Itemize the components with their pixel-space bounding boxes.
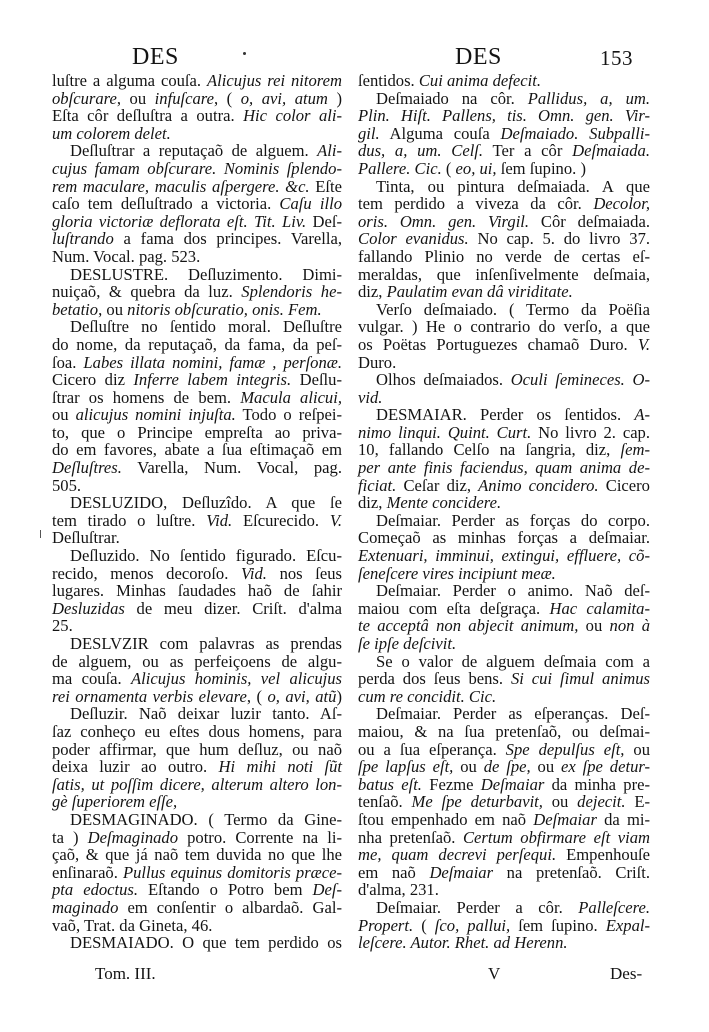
roman-text: Eſta côr deſluſtra a outra.	[52, 106, 244, 126]
text-line	[358, 688, 650, 706]
latin-italic-text: Caſu illo	[279, 194, 342, 214]
roman-text: Verſo deſmaiado. ( Termo da Poëſia	[376, 299, 650, 319]
roman-text: nha pretenſaõ.	[358, 827, 463, 847]
latin-italic-text: Pullus equinus domitoris præce-	[122, 862, 342, 882]
roman-text: nos ſeus	[266, 563, 342, 583]
roman-text: tenſaõ.	[358, 792, 412, 812]
roman-text: ou	[624, 739, 650, 759]
text-line	[358, 125, 650, 143]
text-line	[52, 741, 342, 759]
roman-text: luſtre a alguma couſa.	[52, 71, 207, 90]
roman-text: Começaõ as minhas forças a deſmaiar.	[358, 528, 650, 548]
text-line	[358, 881, 650, 899]
roman-text: , (	[213, 88, 241, 108]
latin-italic-text: Deſluſtres.	[52, 458, 122, 478]
roman-text: enſinaraõ.	[52, 862, 123, 882]
roman-text: poder affirmar, que hum deſluz, ou naõ	[52, 739, 342, 759]
text-line	[358, 477, 650, 495]
latin-italic-text: obſcurare	[52, 88, 117, 108]
text-line	[358, 793, 650, 811]
roman-text: Eſte	[309, 176, 342, 196]
roman-text: Varella, Num. Vocal, pag.	[121, 458, 342, 478]
latin-italic-text: eo, ui,	[455, 158, 497, 178]
text-line	[52, 899, 342, 917]
roman-text: ſem ſupino.	[510, 915, 606, 935]
roman-text: Eſcurecido.	[232, 510, 330, 530]
roman-text: DESMAIAR. Perder os ſentidos.	[376, 405, 635, 425]
roman-text: ſoa.	[52, 352, 84, 372]
text-line	[358, 582, 650, 600]
text-line	[52, 635, 342, 653]
latin-italic-text: o, avi, atũ	[267, 686, 337, 706]
latin-italic-text: Hi mihi noti ſũt	[218, 757, 342, 777]
text-line	[52, 864, 342, 882]
latin-italic-text: rem maculare, maculis aſpergere. &c.	[52, 176, 310, 196]
text-line	[358, 230, 650, 248]
latin-italic-text: maginado	[52, 897, 119, 917]
text-line	[52, 776, 342, 794]
roman-text: to, que o Principe empreſta ao priva-	[52, 422, 342, 442]
text-line	[52, 406, 342, 424]
roman-text: , ou	[98, 299, 128, 319]
text-line	[52, 266, 342, 284]
latin-italic-text: batus eſt.	[358, 774, 422, 794]
text-line	[52, 441, 342, 459]
latin-italic-text: cum re concidit. Cic.	[358, 686, 497, 706]
latin-italic-text: Pallidus, a, um.	[527, 88, 650, 108]
roman-text: ſtrar os homens de bem.	[52, 387, 241, 407]
text-line	[52, 547, 342, 565]
roman-text: a fama dos principes. Varella,	[113, 229, 342, 249]
ink-dot	[243, 52, 246, 55]
text-line	[358, 354, 650, 372]
text-line	[52, 688, 342, 706]
latin-italic-text: ſpe lapſus eſt,	[358, 757, 454, 777]
text-line	[358, 494, 650, 512]
latin-italic-text: per ante finis faciendus, quam anima de-	[358, 458, 650, 478]
roman-text: deixa luzir ao outro.	[52, 757, 219, 777]
roman-text: Alguma couſa	[379, 123, 501, 143]
latin-italic-text: Expal-	[605, 915, 650, 935]
text-line	[52, 917, 342, 935]
latin-italic-text: Color evanidus.	[358, 229, 469, 249]
text-line	[358, 72, 650, 90]
text-line	[52, 881, 342, 899]
latin-italic-text: Macula alicui,	[240, 387, 342, 407]
roman-text: Empenhouſe	[556, 845, 650, 865]
text-line	[52, 758, 342, 776]
text-line	[52, 846, 342, 864]
text-line	[52, 213, 342, 231]
roman-text: ta )	[52, 827, 88, 847]
roman-text: em conſentir o albardaõ. Gal-	[118, 897, 342, 917]
roman-text: do nome, da reputaçaõ, da fama, da peſ-	[52, 334, 342, 354]
roman-text: Ceſar diz,	[396, 475, 479, 495]
text-line	[52, 793, 342, 811]
text-line	[52, 283, 342, 301]
latin-italic-text: Me ſpe deturbavit,	[411, 792, 543, 812]
roman-text: Deſluſtre no ſentido moral. Deſluſtre	[70, 317, 342, 337]
text-line	[52, 600, 342, 618]
signature-mark: V	[488, 964, 501, 983]
roman-text: DESLUSTRE. Deſluzimento. Dimi-	[70, 264, 342, 284]
roman-text: vulgar. ) He o contrario do verſo, a que	[358, 317, 650, 337]
latin-italic-text: Decolor,	[593, 194, 650, 214]
roman-text: DESMAIADO. O que tem perdido os	[70, 933, 342, 953]
text-line	[358, 336, 650, 354]
roman-text: os Poëtas Portuguezes chamaõ Duro.	[358, 334, 638, 354]
left-column	[52, 72, 342, 952]
roman-text: ou	[578, 616, 610, 636]
latin-italic-text: luſtrando	[52, 229, 114, 249]
text-line	[358, 723, 650, 741]
text-line	[358, 653, 650, 671]
roman-text: de meu dizer. Criſt. d'alma	[124, 598, 342, 618]
latin-italic-text: Deſmaiar	[429, 862, 494, 882]
roman-text: Cicero	[598, 475, 650, 495]
latin-italic-text: Hac calamita-	[549, 598, 650, 618]
latin-italic-text: te acceptâ non abjecit animum,	[358, 616, 579, 636]
roman-text: ſtou empenhado em naõ	[358, 809, 534, 829]
latin-italic-text: gè ſuperiorem eſſe,	[52, 792, 178, 812]
text-line	[52, 705, 342, 723]
text-line	[52, 195, 342, 213]
roman-text: Deſmaiar. Perder o animo. Naõ deſ-	[376, 581, 650, 601]
text-line	[358, 917, 650, 935]
latin-italic-text: Propert.	[358, 915, 414, 935]
latin-italic-text: Cui anima defecit.	[418, 71, 541, 90]
roman-text: caſo tem deſluſtrado a victoria.	[52, 194, 280, 214]
latin-italic-text: Hic color ali-	[243, 106, 342, 126]
text-line	[358, 213, 650, 231]
roman-text: Deſ-	[306, 211, 342, 231]
latin-italic-text: dus, a, um. Celſ.	[358, 141, 484, 161]
roman-text: çaõ, & que já naõ tem duvida no que lhe	[52, 845, 342, 865]
text-line	[358, 547, 650, 565]
text-line	[52, 371, 342, 389]
roman-text: diz,	[358, 282, 387, 302]
latin-italic-text: nimo linqui. Quint. Curt.	[358, 422, 532, 442]
text-line	[358, 441, 650, 459]
roman-text: Todo o reſpei-	[235, 405, 342, 425]
right-column	[358, 72, 650, 952]
text-line	[358, 178, 650, 196]
text-line	[358, 318, 650, 336]
text-line	[358, 406, 650, 424]
text-line	[52, 512, 342, 530]
roman-text: No cap. 5. do livro 37.	[468, 229, 651, 249]
latin-italic-text: Deſmaiado. Subpalli-	[500, 123, 650, 143]
text-line	[358, 459, 650, 477]
text-line	[52, 424, 342, 442]
text-line	[358, 529, 650, 547]
roman-text: ou	[542, 792, 578, 812]
roman-text: Deſluſtrar a reputaçaõ de alguem.	[70, 141, 318, 161]
roman-text: da minha pre-	[544, 774, 650, 794]
latin-italic-text: Mente concidere.	[386, 493, 502, 513]
latin-italic-text: gil.	[358, 123, 380, 143]
catchword: Des-	[610, 964, 643, 983]
roman-text: tem perdido a viveza da côr.	[358, 194, 594, 214]
latin-italic-text: Vid.	[241, 563, 267, 583]
text-line	[52, 529, 342, 547]
roman-text: na pretenſaõ. Criſt.	[493, 862, 651, 882]
roman-text: nuiçaõ, & quebra da luz.	[52, 282, 242, 302]
latin-italic-text: nitoris obſcuratio, onis. Fem.	[127, 299, 322, 319]
roman-text: Ter a côr	[483, 141, 573, 161]
text-line	[358, 389, 650, 407]
latin-italic-text: V.	[329, 510, 342, 530]
latin-italic-text: A-	[634, 405, 650, 425]
roman-text: fallando Plinio no verde de certas eſ-	[358, 246, 650, 266]
roman-text: (	[441, 158, 456, 178]
text-line	[52, 301, 342, 319]
roman-text: Eſtando o Potro bem	[138, 880, 313, 900]
roman-text: DESLVZIR com palavras as prendas	[70, 634, 342, 653]
text-line	[52, 178, 342, 196]
text-line	[52, 142, 342, 160]
latin-italic-text: Si cui ſimul animus	[510, 669, 650, 689]
text-line	[358, 705, 650, 723]
running-head-left: DES	[132, 44, 179, 70]
latin-italic-text: ſem-	[620, 440, 650, 460]
text-line	[52, 670, 342, 688]
text-line	[358, 283, 650, 301]
text-line	[52, 336, 342, 354]
latin-italic-text: de ſpe,	[483, 757, 531, 777]
latin-italic-text: Deſmaiada.	[572, 141, 650, 161]
roman-text: 25.	[52, 616, 73, 636]
running-head-right: DES	[455, 44, 502, 70]
roman-text: ou	[530, 757, 562, 777]
roman-text: da mi-	[596, 809, 650, 829]
roman-text: (	[413, 915, 435, 935]
latin-italic-text: vid.	[358, 387, 383, 407]
roman-text: ſaz conheço eu eſtes dous homens, para	[52, 721, 342, 741]
latin-italic-text: Extenuari, imminui, extingui, effluere, cõ-	[358, 546, 650, 566]
roman-text: Duro.	[358, 352, 397, 372]
latin-italic-text: Labes illata nomini, famæ , perſonæ.	[83, 352, 342, 372]
roman-text: 505.	[52, 475, 82, 495]
latin-italic-text: Alicujus hominis, vel alicujus	[131, 669, 342, 689]
latin-italic-text: rei ornamenta verbis elevare	[52, 686, 247, 706]
text-line	[52, 72, 342, 90]
text-line	[358, 424, 650, 442]
roman-text: Deſlu-	[291, 370, 342, 390]
text-line	[358, 741, 650, 759]
text-line	[358, 617, 650, 635]
latin-italic-text: Splendoris he-	[241, 282, 342, 302]
text-line	[358, 846, 650, 864]
text-line	[358, 635, 650, 653]
roman-text: Cicero diz	[52, 370, 134, 390]
roman-text: lugares. Minhas ſaudades haõ de ſahir	[52, 581, 342, 601]
latin-italic-text: dejecit.	[577, 792, 626, 812]
roman-text: vaõ, Trat. da Gineta, 46.	[52, 915, 213, 935]
latin-italic-text: Plin. Hiſt. Pallens, tis. Omn. gen. Vir-	[358, 106, 650, 126]
roman-text: Deſmaiar. Perder a côr.	[376, 897, 579, 917]
latin-italic-text: oris. Omn. gen. Virgil.	[358, 211, 530, 231]
latin-italic-text: Paulatim evan dâ viriditate.	[386, 282, 573, 302]
latin-italic-text: non à	[609, 616, 651, 636]
text-line	[52, 160, 342, 178]
latin-italic-text: ex ſpe detur-	[561, 757, 651, 777]
latin-italic-text: Ali-	[317, 141, 342, 161]
text-line	[52, 494, 342, 512]
text-line	[358, 142, 650, 160]
text-line	[52, 459, 342, 477]
text-line	[52, 230, 342, 248]
latin-italic-text: Desluzidas	[52, 598, 125, 618]
margin-mark	[40, 530, 41, 538]
text-line	[52, 565, 342, 583]
roman-text: Deſluſtrar.	[52, 528, 120, 548]
roman-text: No livro 2. cap.	[531, 422, 650, 442]
text-line	[358, 899, 650, 917]
latin-italic-text: alicujus nomini injuſta.	[75, 405, 236, 425]
latin-italic-text: gloria victoriæ deflorata eſt. Tit. Liv.	[52, 211, 307, 231]
roman-text: tem tirado o luſtre.	[52, 510, 207, 530]
latin-italic-text: pta edoctus.	[52, 880, 139, 900]
text-line	[358, 670, 650, 688]
roman-text: ſentidos.	[358, 71, 419, 90]
page-number: 153	[600, 46, 633, 70]
roman-text: DESMAGINADO. ( Termo da Gine-	[70, 809, 342, 829]
roman-text: Tinta, ou pintura deſmaiada. A que	[376, 176, 650, 196]
roman-text: maiou, & na ſua pretenſaõ, ou deſmai-	[358, 721, 650, 741]
latin-italic-text: betatio	[52, 299, 99, 319]
text-line	[52, 617, 342, 635]
latin-italic-text: o, avi, atum	[240, 88, 328, 108]
roman-text: d'alma, 231.	[358, 880, 439, 900]
text-line	[358, 811, 650, 829]
roman-text: Num. Vocal. pag. 523.	[52, 246, 201, 266]
roman-text: do em favores, abate a ſua eſtimaçaõ em	[52, 440, 342, 460]
volume-label: Tom. III.	[95, 964, 156, 983]
roman-text: de alguem, ou as perfeiçoens de algu-	[52, 651, 342, 671]
roman-text: diz,	[358, 493, 387, 513]
latin-italic-text: Inferre labem integris.	[133, 370, 292, 390]
text-line	[52, 318, 342, 336]
roman-text: meraldas, que inſenſivelmente deſmaia,	[358, 264, 650, 284]
latin-italic-text: ſeneſcere vires incipiunt meæ.	[358, 563, 556, 583]
roman-text: Fezme	[421, 774, 481, 794]
text-line	[358, 371, 650, 389]
text-line	[52, 354, 342, 372]
roman-text: Deſmaiar. Perder as forças do corpo.	[376, 510, 650, 530]
text-line	[358, 934, 650, 952]
roman-text: Deſluzir. Naõ deixar luzir tanto. Aſ-	[70, 704, 342, 724]
text-line	[52, 477, 342, 495]
roman-text: perda dos ſeus bens.	[358, 669, 511, 689]
roman-text: Deſluzido. No ſentido figurado. Eſcu-	[70, 546, 342, 566]
roman-text: ou	[52, 405, 76, 425]
text-line	[52, 723, 342, 741]
roman-text: ou	[453, 757, 484, 777]
roman-text: )	[327, 88, 342, 108]
latin-italic-text: um colorem delet.	[52, 123, 171, 143]
latin-italic-text: Vid.	[206, 510, 233, 530]
roman-text: ma couſa.	[52, 669, 132, 689]
text-line	[358, 758, 650, 776]
latin-italic-text: leſcere. Autor. Rhet. ad Herenn.	[358, 933, 568, 953]
latin-italic-text: Animo concidero.	[478, 475, 599, 495]
roman-text: ou a ſua eſperança.	[358, 739, 506, 759]
text-line	[358, 90, 650, 108]
text-line	[358, 829, 650, 847]
latin-italic-text: Deſ-	[312, 880, 342, 900]
latin-italic-text: V.	[637, 334, 650, 354]
text-line	[52, 389, 342, 407]
text-line	[52, 811, 342, 829]
text-line	[52, 829, 342, 847]
latin-italic-text: Deſmaginado	[87, 827, 179, 847]
latin-italic-text: ſatis, ut poſſim dicere, alterum altero lon-	[52, 774, 342, 794]
latin-italic-text: Deſmaiar	[480, 774, 545, 794]
text-line	[52, 582, 342, 600]
text-line	[358, 266, 650, 284]
roman-text: , ou	[116, 88, 155, 108]
text-line	[358, 600, 650, 618]
latin-italic-text: ficiat.	[358, 475, 397, 495]
roman-text: Olhos deſmaiados.	[376, 370, 511, 390]
text-line	[358, 160, 650, 178]
roman-text: em naõ	[358, 862, 430, 882]
latin-italic-text: Oculi ſemineces. O-	[510, 370, 650, 390]
latin-italic-text: ſe ipſe deſcivit.	[358, 634, 457, 653]
latin-italic-text: cujus famam obſcurare. Nominis ſplendo-	[52, 158, 342, 178]
text-line	[358, 864, 650, 882]
latin-italic-text: Deſmaiar	[533, 809, 597, 829]
roman-text: potro. Corrente na li-	[178, 827, 342, 847]
text-line	[358, 512, 650, 530]
text-line	[52, 934, 342, 952]
latin-italic-text: infuſcare	[154, 88, 214, 108]
roman-text: 10, fallando Celſo na ſangria, diz,	[358, 440, 621, 460]
text-line	[52, 653, 342, 671]
latin-italic-text: Alicujus rei nitorem	[206, 71, 342, 90]
roman-text: DESLUZIDO, Deſluzîdo. A que ſe	[70, 493, 342, 513]
text-line	[52, 125, 342, 143]
roman-text: Côr deſmaiada.	[529, 211, 650, 231]
roman-text: E-	[625, 792, 651, 812]
latin-italic-text: ſco, pallui,	[434, 915, 511, 935]
text-line	[358, 776, 650, 794]
latin-italic-text: Palleſcere.	[578, 897, 650, 917]
text-line	[52, 90, 342, 108]
roman-text: maiou com eſta deſgraça.	[358, 598, 550, 618]
text-line	[358, 301, 650, 319]
latin-italic-text: Spe depulſus eſt,	[505, 739, 625, 759]
roman-text: Deſmaiar. Perder as eſperanças. Deſ-	[376, 704, 650, 724]
text-line	[52, 248, 342, 266]
text-line	[358, 195, 650, 213]
roman-text: )	[336, 686, 342, 706]
latin-italic-text: Pallere. Cic.	[358, 158, 442, 178]
roman-text: Se o valor de alguem deſmaia com a	[376, 651, 650, 671]
latin-italic-text: Certum obfirmare eſt viam	[462, 827, 650, 847]
text-line	[358, 107, 650, 125]
roman-text: ſem ſupino. )	[496, 158, 586, 178]
text-line	[358, 565, 650, 583]
roman-text: Deſmaiado na côr.	[376, 88, 528, 108]
roman-text: , (	[246, 686, 268, 706]
latin-italic-text: me, quam decrevi perſequi.	[358, 845, 557, 865]
text-line	[358, 248, 650, 266]
roman-text: recido, menos decoroſo.	[52, 563, 241, 583]
text-line	[52, 107, 342, 125]
